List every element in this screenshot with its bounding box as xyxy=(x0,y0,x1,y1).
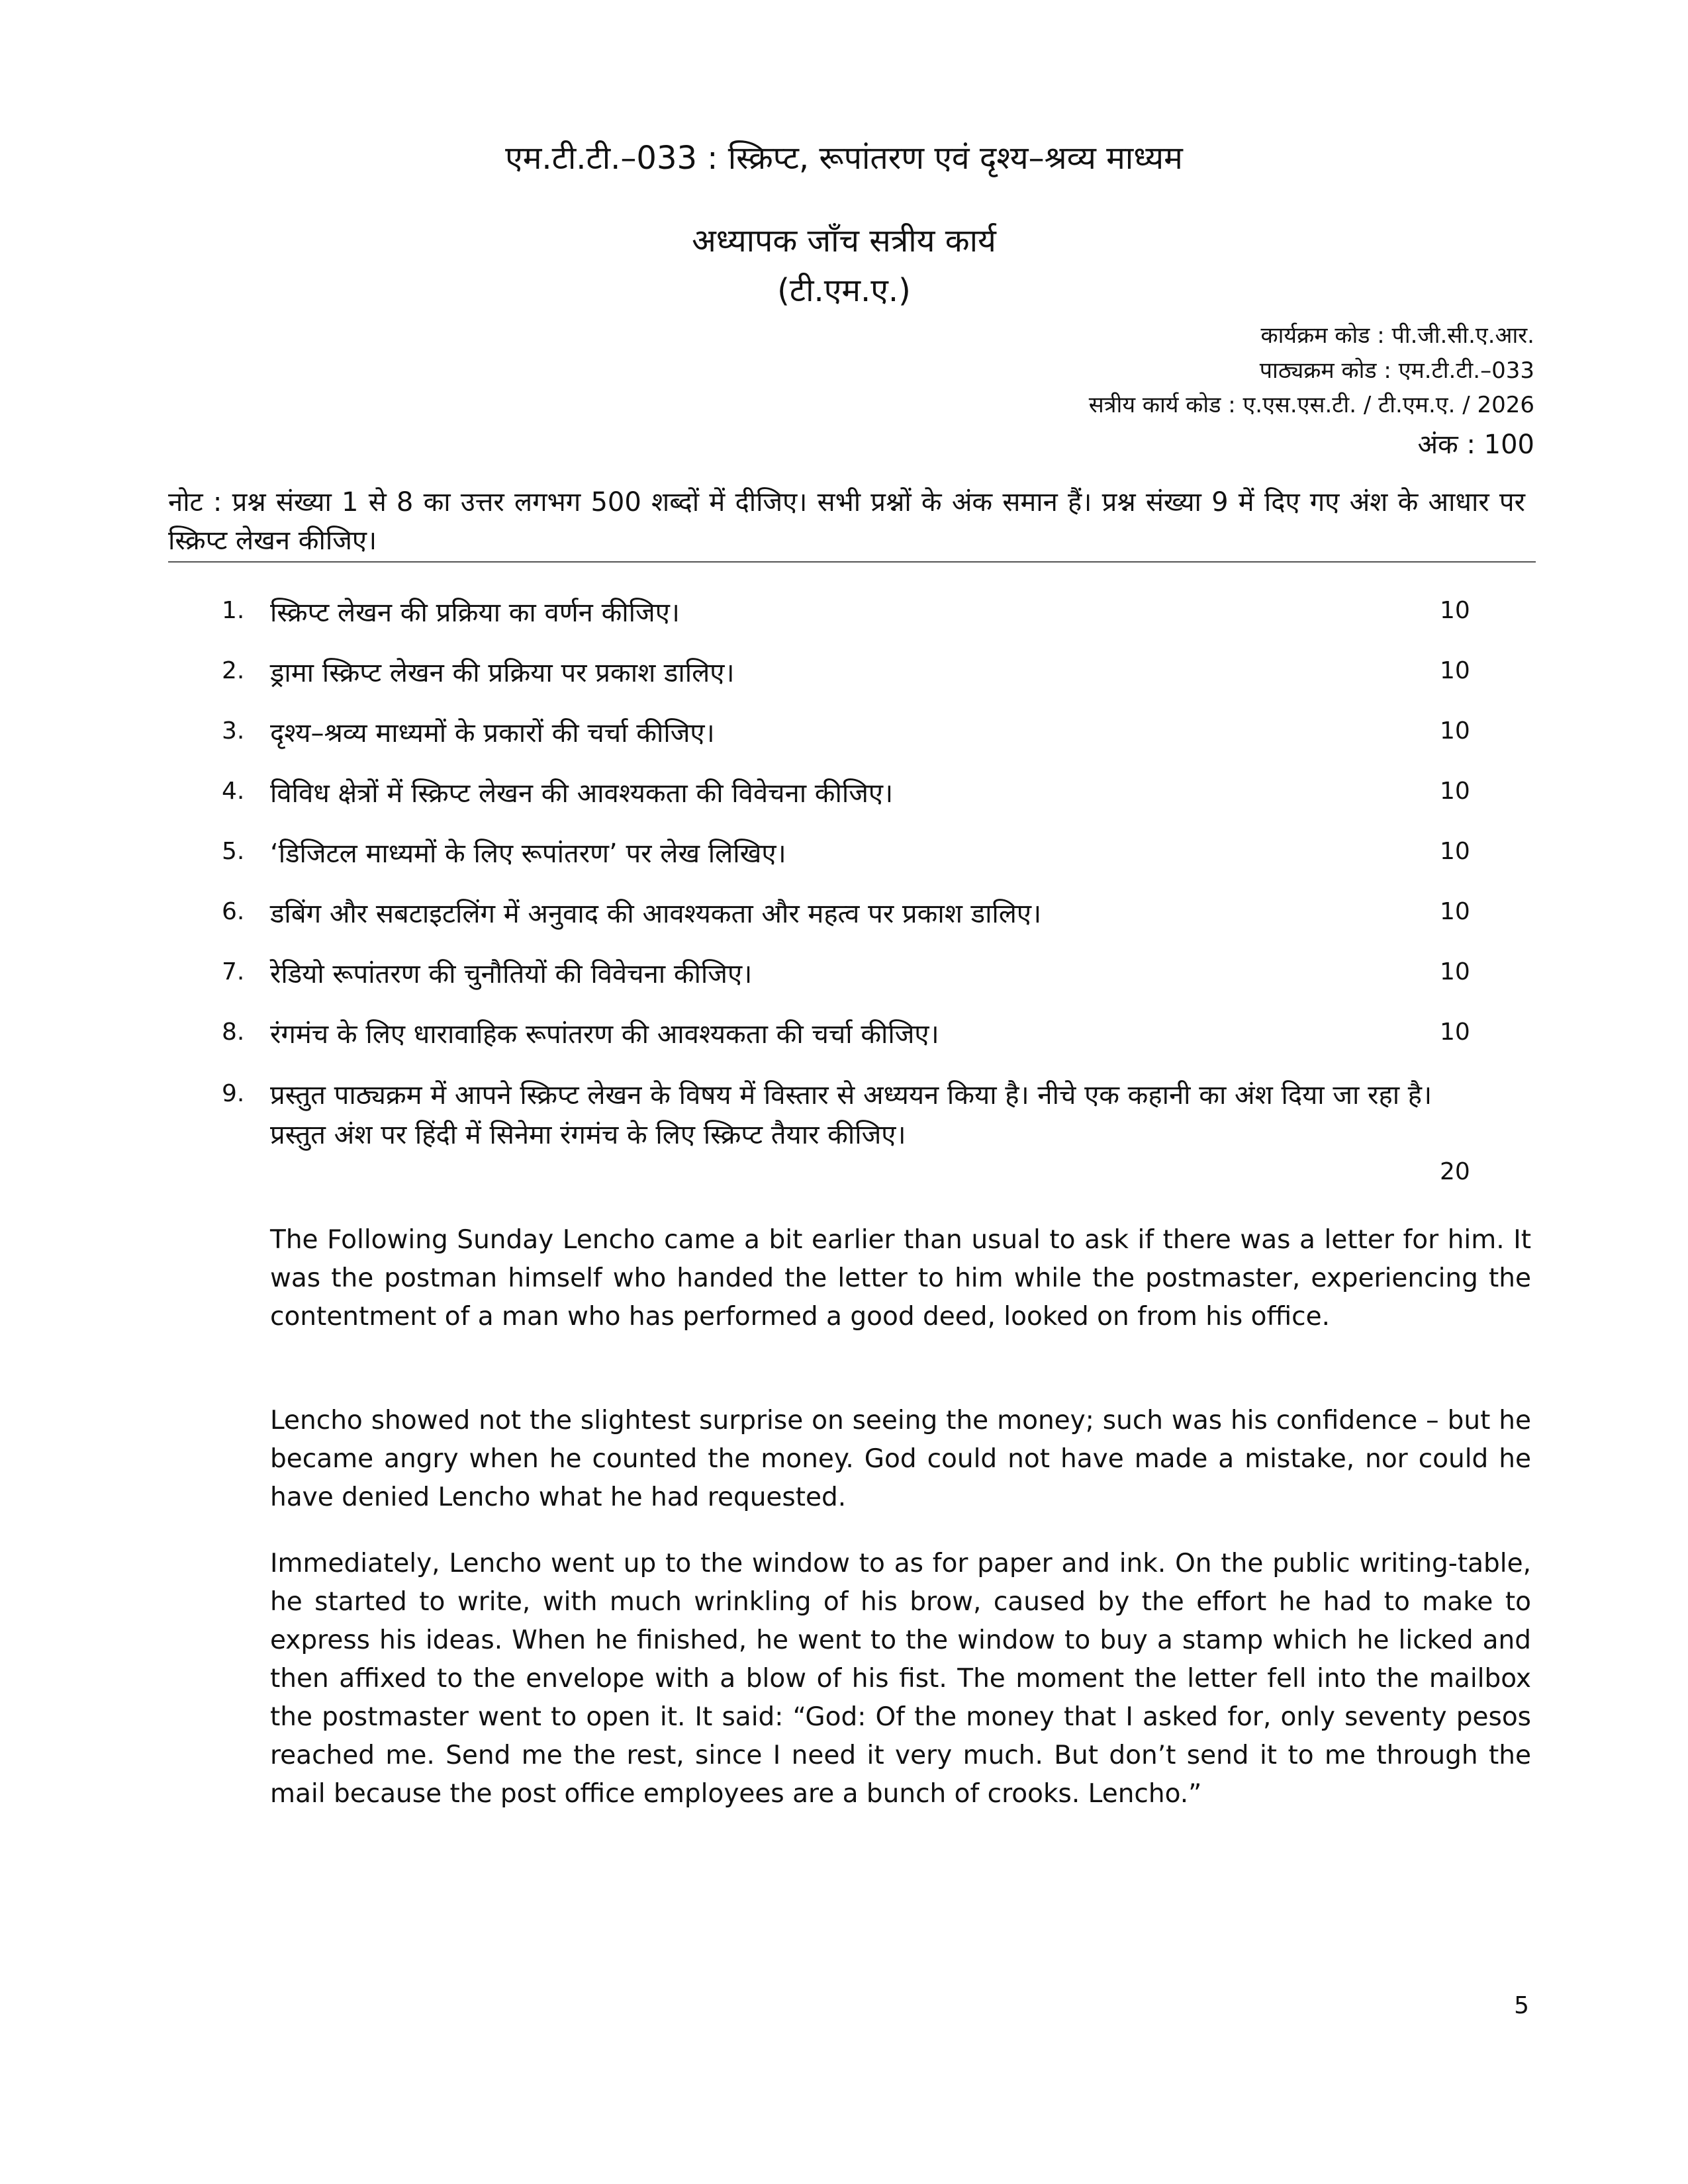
question-marks: 10 xyxy=(1440,717,1470,745)
question-marks: 10 xyxy=(1440,597,1470,624)
question-number: 3. xyxy=(222,717,245,745)
total-marks: अंक : 100 xyxy=(1417,430,1534,460)
question-number: 2. xyxy=(222,657,245,684)
question-marks: 10 xyxy=(1440,778,1470,805)
question-marks: 10 xyxy=(1440,1019,1470,1046)
question-number: 6. xyxy=(222,898,245,925)
question-number: 8. xyxy=(222,1019,245,1046)
question-text: रेडियो रूपांतरण की चुनौतियों की विवेचना कीजिए। xyxy=(270,959,753,989)
question-text: ड्रामा स्क्रिप्ट लेखन की प्रक्रिया पर प्रकाश डालिए। xyxy=(270,658,735,688)
divider xyxy=(168,561,1536,563)
document-subtitle-abbrev: (टी.एम.ए.) xyxy=(777,272,911,309)
question-text: रंगमंच के लिए धारावाहिक रूपांतरण की आवश्यकता की चर्चा कीजिए। xyxy=(270,1019,939,1050)
question-text: स्क्रिप्ट लेखन की प्रक्रिया का वर्णन कीजिए। xyxy=(270,598,680,628)
passage-paragraph: The Following Sunday Lencho came a bit earlier than usual to ask if there was a letter for him. It was the postman himself who handed the letter to him while the postmaster, experiencing the contentment of a man who has performed a good deed, looked on from his office. xyxy=(270,1225,1531,1332)
document-subtitle: अध्यापक जाँच सत्रीय कार्य xyxy=(692,222,996,259)
question-number: 7. xyxy=(222,958,245,985)
page-number: 5 xyxy=(1514,1992,1529,2019)
question-text: प्रस्तुत पाठ्यक्रम में आपने स्क्रिप्ट लेखन के विषय में विस्तार से अध्ययन किया है। नीचे एक कहानी का अंश दिया जा रहा है। प्रस्तुत अंश पर हिंदी में सिनेमा रंगमंच के लिए स्क्रिप्ट तैयार कीजिए। xyxy=(270,1080,1432,1150)
question-marks: 20 xyxy=(1440,1158,1470,1185)
question-number: 5. xyxy=(222,838,245,865)
question-marks: 10 xyxy=(1440,898,1470,925)
instructions-note: नोट : प्रश्न संख्या 1 से 8 का उत्तर लगभग 500 शब्दों में दीजिए। सभी प्रश्नों के अंक समान हैं। प्रश्न संख्या 9 में दिए गए अंश के आधार पर स्क्रिप्ट लेखन कीजिए। xyxy=(168,487,1525,556)
assignment-code: सत्रीय कार्य कोड : ए.एस.एस.टी. / टी.एम.ए. / 2026 xyxy=(1088,392,1534,418)
question-marks: 10 xyxy=(1440,838,1470,865)
document-title: एम.टी.टी.–033 : स्क्रिप्ट, रूपांतरण एवं दृश्य–श्रव्य माध्यम xyxy=(505,140,1183,177)
question-marks: 10 xyxy=(1440,657,1470,684)
question-number: 4. xyxy=(222,778,245,805)
question-number: 1. xyxy=(222,597,245,624)
question-number: 9. xyxy=(222,1080,245,1107)
course-code: पाठ्यक्रम कोड : एम.टी.टी.–033 xyxy=(1259,357,1534,384)
passage-paragraph: Immediately, Lencho went up to the window to as for paper and ink. On the public writing-table, he started to write, with much wrinkling of his brow, caused by the effort he had to make to express his ideas. When he finished, he went to the window to buy a stamp which he licked and then affixed to the envelope with a blow of his fist. The moment the letter fell into the mailbox the postmaster went to open it. It said: “God: Of the money that I asked for, only seventy pesos reached me. Send me the rest, since I need it very much. But don’t send it to me through the mail because the post office employees are a bunch of crooks. Lencho.” xyxy=(270,1549,1531,1809)
question-text: ‘डिजिटल माध्यमों के लिए रूपांतरण’ पर लेख लिखिए। xyxy=(270,839,786,869)
passage-paragraph: Lencho showed not the slightest surprise on seeing the money; such was his confidence – but he became angry when he counted the money. God could not have made a mistake, nor could he have denied Lencho what he had requested. xyxy=(270,1406,1531,1512)
question-text: डबिंग और सबटाइटलिंग में अनुवाद की आवश्यकता और महत्व पर प्रकाश डालिए। xyxy=(270,899,1042,929)
question-marks: 10 xyxy=(1440,958,1470,985)
question-text: विविध क्षेत्रों में स्क्रिप्ट लेखन की आवश्यकता की विवेचना कीजिए। xyxy=(270,778,894,809)
question-text: दृश्य–श्रव्य माध्यमों के प्रकारों की चर्चा कीजिए। xyxy=(270,718,715,749)
program-code: कार्यक्रम कोड : पी.जी.सी.ए.आर. xyxy=(1260,322,1534,349)
